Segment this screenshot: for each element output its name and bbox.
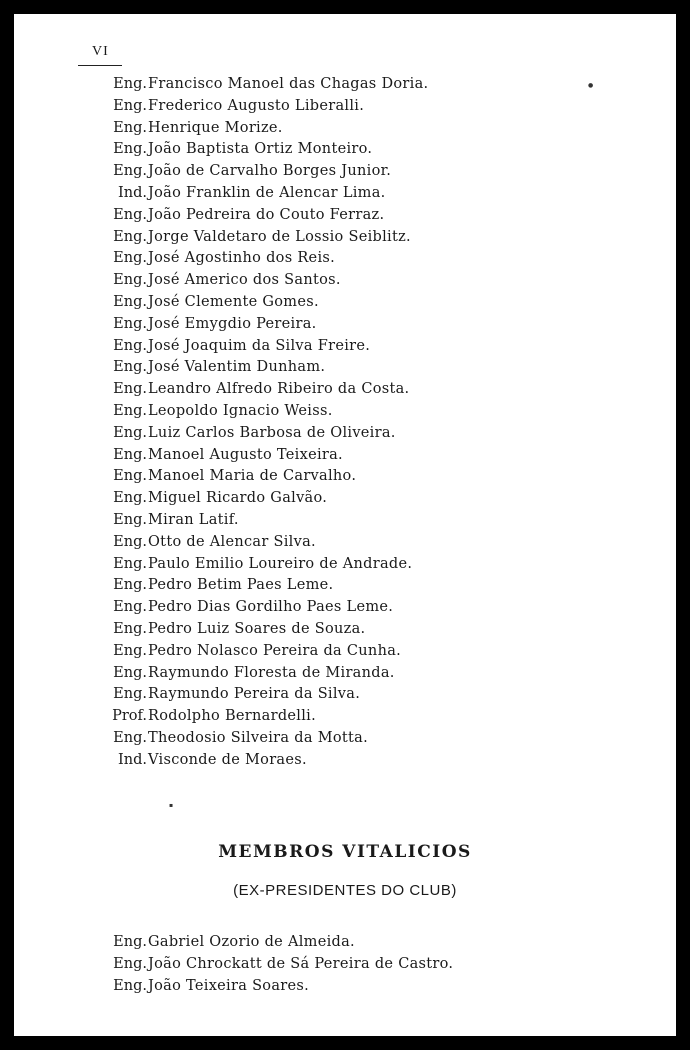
- member-row: [14, 336, 676, 358]
- member-name: José Joaquim da Silva Freire.: [148, 337, 371, 354]
- member-title: Eng.: [113, 163, 147, 180]
- member-name: João Chrockatt de Sá Pereira de Castro.: [148, 955, 454, 972]
- member-title: Eng.: [113, 977, 147, 994]
- member-row: [14, 554, 676, 576]
- member-title: Eng.: [113, 468, 147, 485]
- life-members-list: [14, 932, 676, 997]
- member-title: Eng.: [113, 511, 147, 528]
- member-title: Eng.: [113, 119, 147, 136]
- member-name: Otto de Alencar Silva.: [148, 533, 316, 550]
- member-row: [14, 532, 676, 554]
- member-title: Eng.: [113, 446, 147, 463]
- member-name: Rodolpho Bernardelli.: [148, 708, 317, 725]
- member-title: Eng.: [113, 934, 147, 950]
- member-title: Eng.: [113, 577, 147, 594]
- member-name: José Americo dos Santos.: [148, 272, 341, 289]
- member-row: [14, 445, 676, 467]
- member-row: [14, 684, 676, 706]
- member-title: Eng.: [113, 642, 147, 659]
- member-title: Eng.: [113, 228, 147, 245]
- member-row: [14, 118, 676, 140]
- member-row: [14, 248, 676, 270]
- member-name: Pedro Dias Gordilho Paes Leme.: [148, 599, 394, 616]
- member-title: Eng.: [113, 424, 147, 441]
- member-row: [14, 706, 676, 728]
- member-row: [14, 401, 676, 423]
- page-number-rule: [78, 65, 122, 66]
- member-title: Eng.: [113, 620, 147, 637]
- member-name: Gabriel Ozorio de Almeida.: [148, 934, 355, 950]
- member-row: [14, 597, 676, 619]
- member-title: Eng.: [113, 76, 147, 92]
- member-row: [14, 750, 676, 772]
- member-title: Eng.: [113, 664, 147, 681]
- member-name: João Baptista Ortiz Monteiro.: [148, 141, 373, 158]
- member-title: Eng.: [113, 955, 147, 972]
- print-speck: ▪: [169, 802, 174, 809]
- member-title: Eng.: [113, 402, 147, 419]
- member-title: Eng.: [113, 729, 147, 746]
- member-title: Eng.: [113, 490, 147, 507]
- member-name: Pedro Betim Paes Leme.: [148, 577, 334, 594]
- member-row: [14, 728, 676, 750]
- member-row: [14, 292, 676, 314]
- member-name: João de Carvalho Borges Junior.: [148, 163, 392, 180]
- member-title: Eng.: [113, 97, 147, 114]
- member-name: Henrique Morize.: [148, 119, 283, 136]
- member-row: [14, 379, 676, 401]
- member-row: [14, 466, 676, 488]
- member-title: Eng.: [113, 337, 147, 354]
- member-row: [14, 357, 676, 379]
- member-title: Eng.: [113, 599, 147, 616]
- member-name: Raymundo Floresta de Miranda.: [148, 664, 395, 681]
- member-name: Pedro Nolasco Pereira da Cunha.: [148, 642, 402, 659]
- member-name: João Teixeira Soares.: [148, 977, 310, 994]
- member-row: [14, 183, 676, 205]
- member-name: José Emygdio Pereira.: [148, 315, 317, 332]
- member-row: [14, 227, 676, 249]
- member-title: Eng.: [113, 293, 147, 310]
- member-title: Ind.: [118, 184, 147, 201]
- member-name: Raymundo Pereira da Silva.: [148, 686, 361, 703]
- member-name: Visconde de Moraes.: [148, 751, 307, 768]
- life-member-row: [14, 976, 676, 998]
- member-name: João Pedreira do Couto Ferraz.: [148, 206, 385, 223]
- member-row: [14, 663, 676, 685]
- member-title: Eng.: [113, 141, 147, 158]
- member-row: [14, 139, 676, 161]
- members-list: [14, 74, 676, 772]
- member-name: Leopoldo Ignacio Weiss.: [148, 402, 333, 419]
- member-row: [14, 270, 676, 292]
- member-name: José Clemente Gomes.: [148, 293, 319, 310]
- member-name: João Franklin de Alencar Lima.: [148, 184, 386, 201]
- section-heading: MEMBROS VITALICIOS: [218, 842, 472, 862]
- member-name: Paulo Emilio Loureiro de Andrade.: [148, 555, 413, 572]
- member-row: [14, 575, 676, 597]
- member-row: [14, 641, 676, 663]
- member-name: Jorge Valdetaro de Lossio Seiblitz.: [148, 228, 411, 245]
- member-title: Eng.: [113, 555, 147, 572]
- member-title: Eng.: [113, 359, 147, 376]
- member-title: Eng.: [113, 381, 147, 398]
- member-name: Manoel Maria de Carvalho.: [148, 468, 357, 485]
- page-number: VI: [92, 44, 109, 59]
- member-name: Luiz Carlos Barbosa de Oliveira.: [148, 424, 396, 441]
- member-row: [14, 74, 676, 96]
- member-title: Eng.: [113, 533, 147, 550]
- section-subheading: (EX-PRESIDENTES DO CLUB): [233, 882, 457, 899]
- life-member-row: [14, 954, 676, 976]
- member-title: Ind.: [118, 751, 147, 768]
- member-name: Theodosio Silveira da Motta.: [148, 729, 368, 746]
- member-title: Prof.: [112, 708, 147, 725]
- life-member-row: [14, 932, 676, 954]
- member-name: Frederico Augusto Liberalli.: [148, 97, 365, 114]
- member-row: [14, 488, 676, 510]
- print-speck: ●: [588, 82, 594, 89]
- member-name: Manoel Augusto Teixeira.: [148, 446, 343, 463]
- member-row: [14, 205, 676, 227]
- member-title: Eng.: [113, 272, 147, 289]
- member-row: [14, 161, 676, 183]
- member-name: Leandro Alfredo Ribeiro da Costa.: [148, 381, 410, 398]
- member-title: Eng.: [113, 315, 147, 332]
- member-title: Eng.: [113, 206, 147, 223]
- member-name: José Agostinho dos Reis.: [148, 250, 336, 267]
- member-name: Francisco Manoel das Chagas Doria.: [148, 76, 429, 92]
- member-row: [14, 314, 676, 336]
- book-page: [14, 14, 676, 1036]
- member-name: Miguel Ricardo Galvão.: [148, 490, 328, 507]
- member-name: Miran Latif.: [148, 511, 239, 528]
- member-title: Eng.: [113, 686, 147, 703]
- member-row: [14, 423, 676, 445]
- member-row: [14, 619, 676, 641]
- member-row: [14, 96, 676, 118]
- member-name: José Valentim Dunham.: [148, 359, 326, 376]
- member-row: [14, 510, 676, 532]
- member-title: Eng.: [113, 250, 147, 267]
- member-name: Pedro Luiz Soares de Souza.: [148, 620, 366, 637]
